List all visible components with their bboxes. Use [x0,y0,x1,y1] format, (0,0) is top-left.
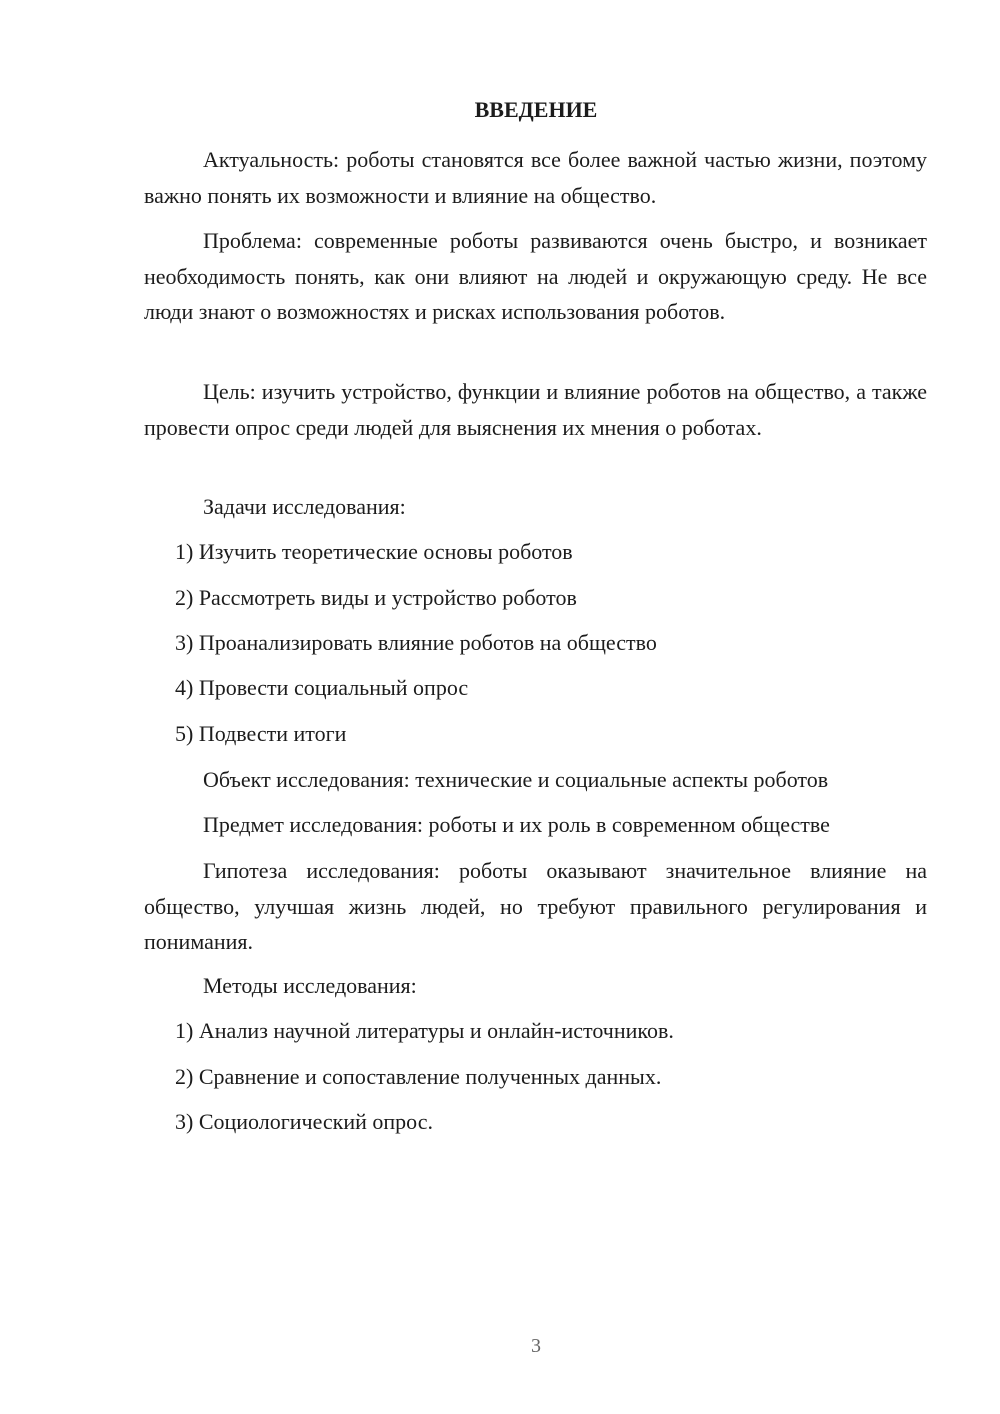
tasks-heading: Задачи исследования: [203,494,406,519]
method-item-3: 3) Социологический опрос. [175,1109,433,1134]
task-item-4: 4) Провести социальный опрос [175,675,469,700]
research-subject: Предмет исследования: роботы и их роль в современном обществе [203,812,830,837]
research-object: Объект исследования: технические и социальные аспекты роботов [203,767,829,792]
section-title: ВВЕДЕНИЕ [474,97,598,122]
method-item-2: 2) Сравнение и сопоставление полученных данных. [175,1064,662,1089]
method-item-1: 1) Анализ научной литературы и онлайн-источников. [175,1018,674,1043]
relevance-paragraph: Актуальность: роботы становятся все более важной частью жизни, поэтому важно понять их возможности и влияние на общество. [144,147,927,208]
task-item-2: 2) Рассмотреть виды и устройство роботов [175,585,577,610]
methods-heading: Методы исследования: [203,973,417,998]
hypothesis-paragraph: Гипотеза исследования: роботы оказывают значительное влияние на общество, улучшая жизнь людей, но требуют правильного регулирования и понимания. [144,858,927,954]
task-item-5: 5) Подвести итоги [175,721,347,746]
task-item-1: 1) Изучить теоретические основы роботов [175,539,573,564]
goal-paragraph: Цель: изучить устройство, функции и влияние роботов на общество, а также провести опрос среди людей для выяснения их мнения о роботах. [144,379,927,440]
page-number: 3 [531,1335,541,1357]
problem-paragraph: Проблема: современные роботы развиваются очень быстро, и возникает необходимость понять, как они влияют на людей и окружающую среду. Не все люди знают о возможностях и рисках использования роботов. [144,228,927,324]
task-item-3: 3) Проанализировать влияние роботов на общество [175,630,657,655]
